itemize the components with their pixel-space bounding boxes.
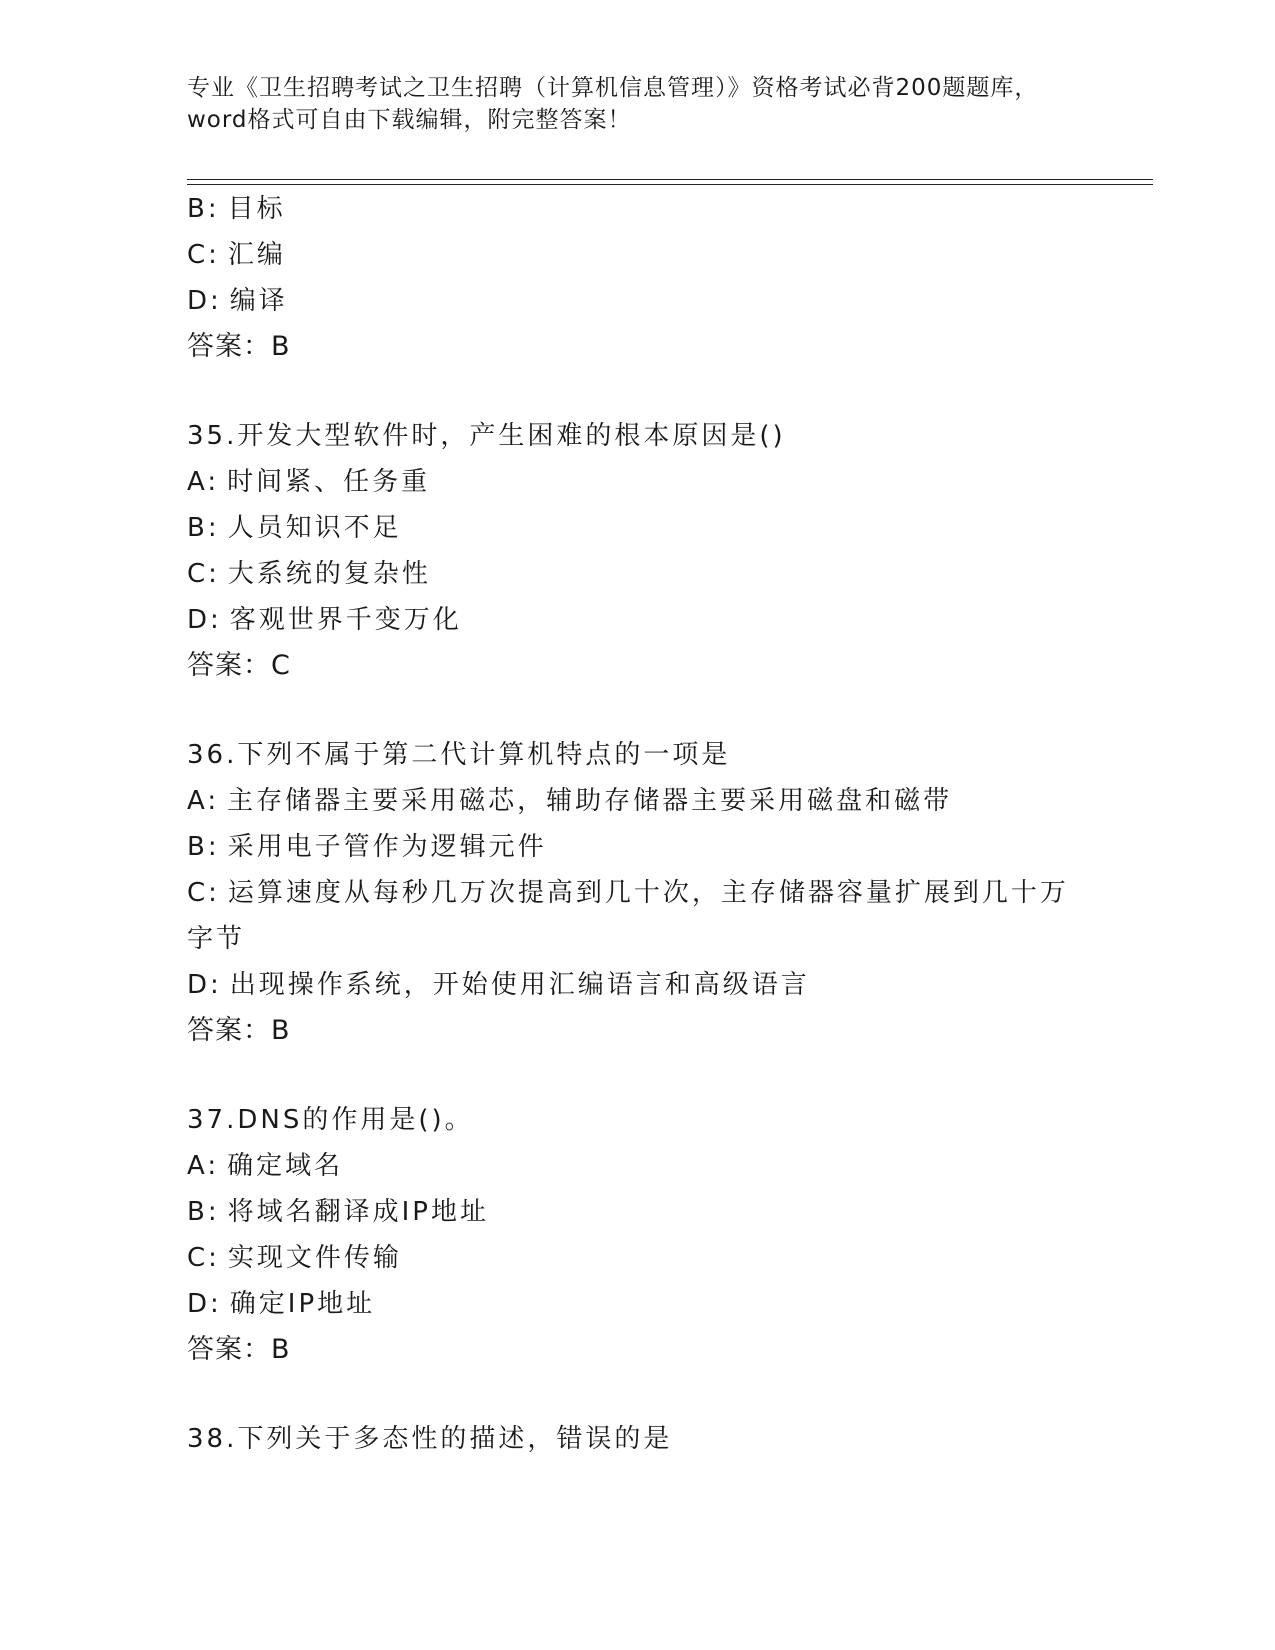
- question-38: [187, 1416, 1087, 1462]
- option-text: 客观世界千变万化: [229, 605, 462, 635]
- option-prefix: C:: [187, 1243, 220, 1273]
- option-text: 时间紧、任务重: [227, 467, 431, 497]
- spacer: [187, 689, 1087, 732]
- option-text: 采用电子管作为逻辑元件: [227, 832, 547, 862]
- question-title: 37.DNS的作用是()。: [187, 1105, 474, 1135]
- option-prefix: D:: [187, 605, 222, 635]
- question-34-continued: [187, 186, 1087, 370]
- option-d: [187, 1281, 1087, 1327]
- spacer: [187, 370, 1087, 413]
- option-prefix: C:: [187, 878, 220, 908]
- question-list: [187, 186, 1087, 1462]
- header-line-2: word格式可自由下载编辑，附完整答案！: [187, 107, 632, 133]
- option-text: 主存储器主要采用磁芯，辅助存储器主要采用磁盘和磁带: [227, 786, 953, 816]
- option-c-continued: [187, 916, 1087, 962]
- answer-label: 答案：B: [187, 1334, 291, 1365]
- option-prefix: B:: [187, 513, 220, 543]
- option-b: [187, 1189, 1087, 1235]
- document-header: [187, 72, 1087, 136]
- answer-label: 答案：B: [187, 1015, 291, 1046]
- option-text: 确定IP地址: [229, 1289, 376, 1319]
- option-b: [187, 186, 1087, 232]
- option-prefix: A:: [187, 1151, 220, 1181]
- question-35: [187, 413, 1087, 689]
- option-prefix: B:: [187, 194, 220, 224]
- option-prefix: B:: [187, 832, 220, 862]
- option-a: [187, 459, 1087, 505]
- option-c: [187, 232, 1087, 278]
- answer-label: 答案：B: [187, 331, 291, 362]
- option-a: [187, 1143, 1087, 1189]
- option-d: [187, 278, 1087, 324]
- option-text: 编译: [229, 286, 288, 316]
- option-text: 汇编: [227, 240, 286, 270]
- option-text: 字节: [187, 924, 246, 954]
- option-prefix: C:: [187, 559, 220, 589]
- question-title: 38.下列关于多态性的描述，错误的是: [187, 1424, 673, 1454]
- option-c: [187, 870, 1087, 916]
- question-title: 35.开发大型软件时，产生困难的根本原因是(): [187, 421, 786, 451]
- option-text: 将域名翻译成IP地址: [227, 1197, 489, 1227]
- option-c: [187, 551, 1087, 597]
- spacer: [187, 1373, 1087, 1416]
- option-b: [187, 505, 1087, 551]
- option-text: 目标: [227, 194, 286, 224]
- option-prefix: A:: [187, 786, 220, 816]
- option-prefix: C:: [187, 240, 220, 270]
- option-c: [187, 1235, 1087, 1281]
- answer-label: 答案：C: [187, 650, 291, 681]
- option-text: 实现文件传输: [227, 1243, 402, 1273]
- header-line-1: 专业《卫生招聘考试之卫生招聘（计算机信息管理）》资格考试必背200题题库，: [187, 75, 1039, 101]
- option-d: [187, 962, 1087, 1008]
- option-text: 运算速度从每秒几万次提高到几十次，主存储器容量扩展到几十万: [227, 878, 1069, 908]
- option-text: 大系统的复杂性: [227, 559, 431, 589]
- header-divider-top: [187, 179, 1153, 180]
- option-text: 确定域名: [227, 1151, 344, 1181]
- option-prefix: A:: [187, 467, 220, 497]
- question-36: [187, 732, 1087, 1054]
- question-title: 36.下列不属于第二代计算机特点的一项是: [187, 740, 731, 770]
- option-text: 出现操作系统，开始使用汇编语言和高级语言: [229, 970, 810, 1000]
- option-d: [187, 597, 1087, 643]
- option-prefix: D:: [187, 286, 222, 316]
- question-37: [187, 1097, 1087, 1373]
- option-prefix: D:: [187, 970, 222, 1000]
- option-prefix: B:: [187, 1197, 220, 1227]
- option-b: [187, 824, 1087, 870]
- spacer: [187, 1054, 1087, 1097]
- option-text: 人员知识不足: [227, 513, 402, 543]
- option-a: [187, 778, 1087, 824]
- option-prefix: D:: [187, 1289, 222, 1319]
- header-divider-bottom: [187, 184, 1153, 185]
